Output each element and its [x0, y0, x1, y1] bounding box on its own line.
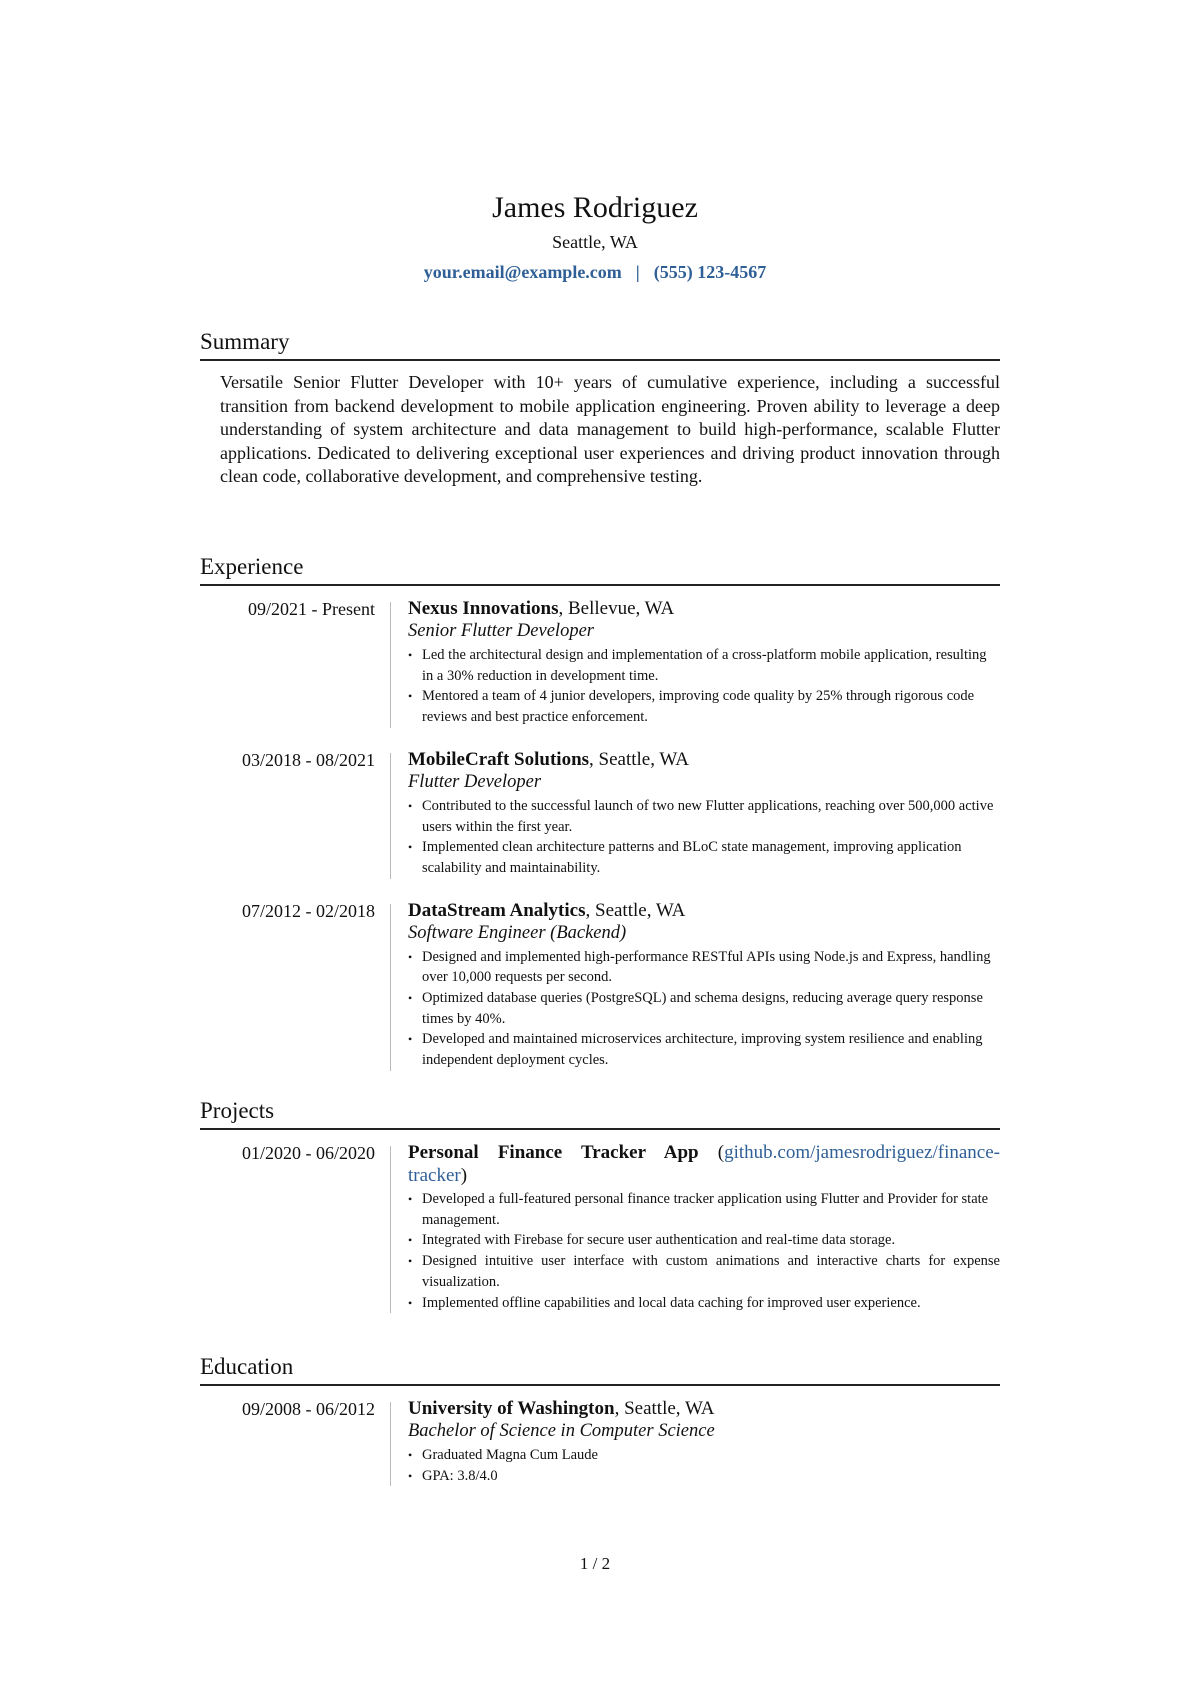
link-close-paren: ): [460, 1165, 468, 1186]
entry-date: 09/2008 - 06/2012: [242, 1399, 375, 1419]
entry-divider: [390, 1402, 391, 1486]
project-entry: [200, 1141, 1000, 1313]
entry-date: 09/2021 - Present: [248, 599, 375, 619]
school-location: , Seattle, WA: [614, 1398, 715, 1419]
project-name: Personal Finance Tracker App: [408, 1142, 699, 1163]
section-title-experience: Experience: [200, 553, 1000, 586]
bullet-item: • Developed and maintained microservices architecture, improving system resilience and enabling independent deployment cycles.: [408, 1029, 1000, 1070]
section-title-projects: Projects: [200, 1097, 1000, 1130]
contact-separator: |: [635, 262, 640, 282]
page-number: 1 / 2: [579, 1554, 611, 1573]
candidate-name: James Rodriguez: [492, 191, 698, 224]
entry-divider: [390, 753, 391, 879]
job-title: Flutter Developer: [408, 771, 542, 792]
bullet-item: • Designed intuitive user interface with custom animations and interactive charts for expense visualization.: [408, 1251, 1000, 1292]
entry-divider: [390, 602, 391, 728]
entry-divider: [390, 904, 391, 1071]
bullet-item: • Optimized database queries (PostgreSQL) and schema designs, reducing average query response times by 40%.: [408, 988, 1000, 1029]
experience-entry: [200, 899, 1000, 1071]
email-link[interactable]: your.email@example.com: [423, 262, 622, 282]
project-link[interactable]: github.com/jamesrodriguez/finance-tracker: [408, 1142, 1001, 1186]
link-open-paren: (: [698, 1142, 725, 1163]
degree-title: Bachelor of Science in Computer Science: [408, 1421, 715, 1441]
company-location: , Seattle, WA: [585, 899, 686, 921]
contact-line: [0, 260, 1190, 284]
company-name: MobileCraft Solutions: [408, 748, 590, 770]
bullet-item: • Led the architectural design and implementation of a cross-platform mobile application, resulting in a 30% reduction in development time.: [408, 645, 1000, 686]
phone-link[interactable]: (555) 123-4567: [653, 262, 767, 282]
experience-entry: [200, 748, 1000, 879]
bullet-item: • Implemented clean architecture patterns and BLoC state management, improving application scalability and maintainability.: [408, 837, 1000, 878]
bullet-item: • Implemented offline capabilities and local data caching for improved user experience.: [408, 1293, 1000, 1314]
experience-section: [200, 553, 1000, 1071]
company-name: Nexus Innovations: [408, 598, 559, 619]
bullet-item: • Developed a full-featured personal finance tracker application using Flutter and Provider for state management.: [408, 1189, 1000, 1230]
company-location: , Seattle, WA: [589, 748, 689, 770]
company-location: , Bellevue, WA: [558, 598, 675, 619]
resume-header: [0, 190, 1190, 284]
bullet-item: • Integrated with Firebase for secure user authentication and real-time data storage.: [408, 1230, 1000, 1251]
summary-text: Versatile Senior Flutter Developer with 10+ years of cumulative experience, including a successful transition from backend development to mobile application engineering. Proven ability to leverage a deep understanding of system architecture and data management to build high-performance, scalable Flutter applications. Dedicated to delivering exceptional user experiences and driving product innovation through clean code, collaborative development, and comprehensive testing.: [220, 372, 1000, 486]
entry-date: 01/2020 - 06/2020: [242, 1143, 375, 1163]
job-title: Software Engineer (Backend): [408, 922, 627, 943]
bullet-item: • Mentored a team of 4 junior developers, improving code quality by 25% through rigorous code reviews and best practice enforcement.: [408, 686, 1000, 727]
job-title: Senior Flutter Developer: [408, 621, 594, 641]
entry-date: 07/2012 - 02/2018: [242, 900, 375, 921]
entry-divider: [390, 1146, 391, 1313]
candidate-location: Seattle, WA: [552, 232, 638, 252]
bullet-item: • Contributed to the successful launch of two new Flutter applications, reaching over 500,000 active users within the first year.: [408, 796, 1000, 837]
entry-date: 03/2018 - 08/2021: [242, 749, 375, 770]
projects-section: [200, 1097, 1000, 1313]
education-section: [200, 1353, 1000, 1486]
experience-entry: [200, 597, 1000, 728]
bullet-item: • GPA: 3.8/4.0: [408, 1466, 1000, 1487]
school-name: University of Washington: [408, 1398, 615, 1419]
bullet-item: • Graduated Magna Cum Laude: [408, 1445, 1000, 1466]
section-title-education: Education: [200, 1353, 1000, 1386]
education-entry: [200, 1397, 1000, 1486]
summary-section: [200, 328, 1000, 489]
company-name: DataStream Analytics: [408, 899, 586, 921]
bullet-item: • Designed and implemented high-performance RESTful APIs using Node.js and Express, handling over 10,000 requests per second.: [408, 947, 1000, 988]
section-title-summary: Summary: [200, 328, 1000, 361]
